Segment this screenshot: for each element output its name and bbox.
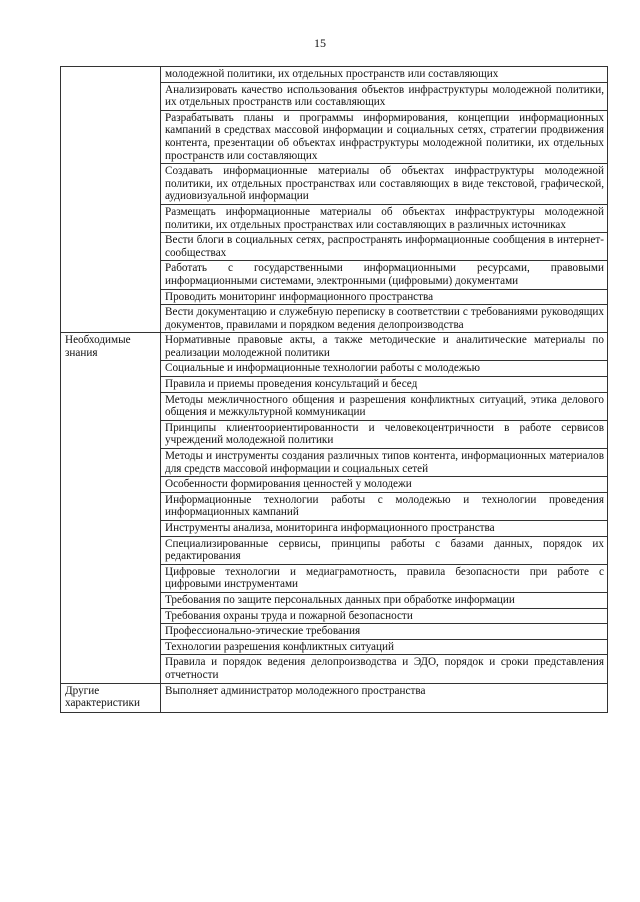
table-cell: Принципы клиентоориентированности и человекоцентричности в работе сервисов учреждений молодежной политики <box>161 420 608 448</box>
table-cell: Анализировать качество использования объектов инфраструктуры молодежной политики, их отдельных пространств или составляющих <box>161 82 608 110</box>
table-cell: Информационные технологии работы с молодежью и технологии проведения информационных кампаний <box>161 492 608 520</box>
row-label-other: Другие характеристики <box>61 683 161 712</box>
qualification-table <box>60 66 608 713</box>
table-row <box>61 67 608 83</box>
table-cell: Технологии разрешения конфликтных ситуаций <box>161 639 608 655</box>
table-cell: Требования по защите персональных данных при обработке информации <box>161 592 608 608</box>
table-cell: Правила и приемы проведения консультаций и бесед <box>161 377 608 393</box>
table-cell: Требования охраны труда и пожарной безопасности <box>161 608 608 624</box>
table-cell: Размещать информационные материалы об объектах инфраструктуры молодежной политики, их отдельных пространствах или составляющих в различных источниках <box>161 204 608 232</box>
table-cell: Правила и порядок ведения делопроизводства и ЭДО, порядок и сроки представления отчетности <box>161 655 608 683</box>
table-row <box>61 683 608 712</box>
page-number: 15 <box>314 36 326 50</box>
table-cell: Выполняет администратор молодежного пространства <box>161 683 608 712</box>
row-label-knowledge: Необходимые знания <box>61 333 161 683</box>
row-label-skills <box>61 67 161 333</box>
table-cell: Вести документацию и служебную переписку в соответствии с требованиями руководящих документов, правилами и порядком ведения делопроизводства <box>161 305 608 333</box>
table-cell: молодежной политики, их отдельных пространств или составляющих <box>161 67 608 83</box>
table-cell: Вести блоги в социальных сетях, распространять информационные сообщения в интернет-сообществах <box>161 233 608 261</box>
table-cell: Специализированные сервисы, принципы работы с базами данных, порядок их редактирования <box>161 536 608 564</box>
table-row <box>61 333 608 361</box>
table-cell: Разрабатывать планы и программы информирования, концепции информационных кампаний в средствах массовой информации и социальных сетях, стратегии продвижения контента, презентации об объектах инфраструктуры молодежной политики, их отдельных пространств или составляющих <box>161 110 608 163</box>
table-cell: Работать с государственными информационными ресурсами, правовыми информационными системами, электронными (цифровыми) документами <box>161 261 608 289</box>
table-cell: Инструменты анализа, мониторинга информационного пространства <box>161 521 608 537</box>
table-cell: Профессионально-этические требования <box>161 624 608 640</box>
table-cell: Нормативные правовые акты, а также методические и аналитические материалы по реализации молодежной политики <box>161 333 608 361</box>
table-cell: Создавать информационные материалы об объектах инфраструктуры молодежной политики, их отдельных пространствах или составляющих в виде текстовой, графической, аудиовизуальной информации <box>161 164 608 205</box>
table-cell: Методы межличностного общения и разрешения конфликтных ситуаций, этика делового общения и межкультурной коммуникации <box>161 392 608 420</box>
table-cell: Социальные и информационные технологии работы с молодежью <box>161 361 608 377</box>
table-cell: Особенности формирования ценностей у молодежи <box>161 477 608 493</box>
table-cell: Методы и инструменты создания различных типов контента, информационных материалов для средств массовой информации и социальных сетей <box>161 449 608 477</box>
table-cell: Проводить мониторинг информационного пространства <box>161 289 608 305</box>
table-cell: Цифровые технологии и медиаграмотность, правила безопасности при работе с цифровыми инструментами <box>161 564 608 592</box>
